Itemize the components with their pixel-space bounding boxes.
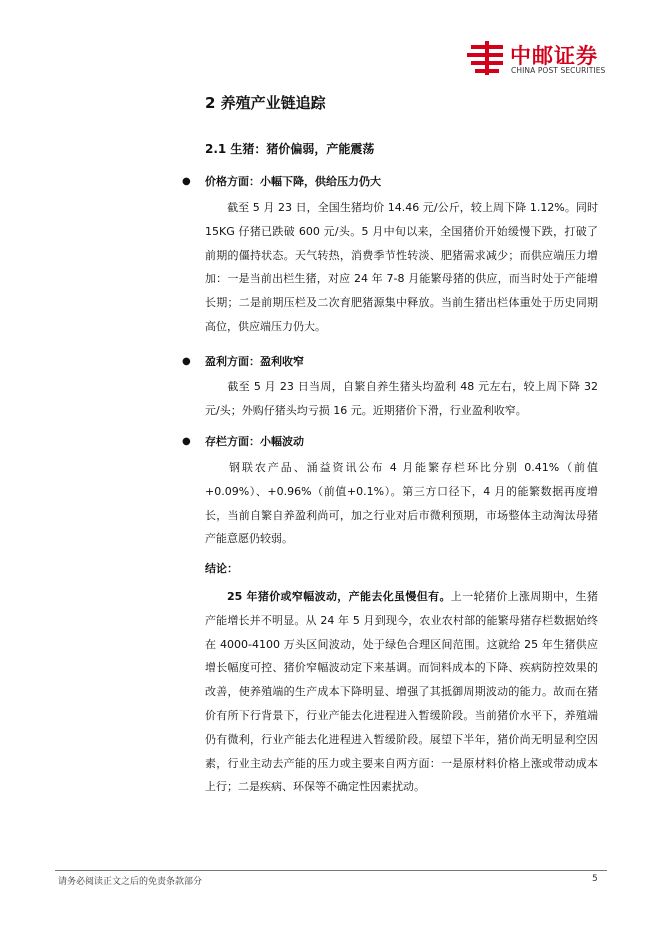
paragraph-text: 截至 5 月 23 日当周，自繁自养生猪头均盈利 48 元左右，较上周下降 32 元/头；外购仔猪头均亏损 16 元。近期猪价下滑，行业盈利收窄。 [205, 380, 598, 417]
subsection-title: 2.1 生猪：猪价偏弱，产能震荡 [205, 142, 375, 156]
china-post-logo-icon [467, 41, 507, 75]
paragraph-inventory [205, 456, 598, 551]
conclusion-label: 结论： [205, 562, 238, 575]
bullet-dot-icon: ● [182, 176, 191, 187]
bullet-title: 盈利方面：盈利收窄 [205, 355, 304, 368]
bullet-title: 价格方面：小幅下降，供给压力仍大 [205, 175, 381, 188]
conclusion-lead: 25 年猪价或窄幅波动，产能去化虽慢但有。 [227, 590, 451, 603]
bullet-dot-icon: ● [182, 356, 191, 367]
paragraph-conclusion [205, 585, 598, 799]
section-title: 2 养殖产业链追踪 [205, 94, 326, 112]
footer-divider [55, 870, 607, 871]
bullet-dot-icon: ● [182, 436, 191, 447]
logo-english-name: CHINA POST SECURITIES [511, 66, 606, 75]
page-number: 5 [592, 874, 598, 884]
bullet-title: 存栏方面：小幅波动 [205, 435, 304, 448]
conclusion-text: 上一轮猪价上涨周期中，生猪产能增长并不明显。从 24 年 5 月到现今，农业农村部的能繁母猪存栏数据始终在 4000-4100 万头区间波动，处于绿色合理区间范围。这就给 25 年生猪供应增长幅度可控、猪价窄幅波动定下来基调。而饲料成本的下降、疾病防控效果的改善，使养殖端的生产成本下降明显、增强了其抵御周期波动的能力。故而在猪价有所下行背景下，行业产能去化进程进入暂缓阶段。当前猪价水平下，养殖端仍有微利，行业产能去化进程进入暂缓阶段。展望下半年，猪价尚无明显利空因素，行业主动去产能的压力或主要来自两方面：一是原材料价格上涨或带动成本上行；二是疾病、环保等不确定性因素扰动。 [205, 590, 598, 794]
logo-chinese-name: 中邮证券 [510, 44, 598, 68]
paragraph-text: 钢联农产品、涌益资讯公布 4 月能繁存栏环比分别 0.41%（前值+0.09%）、+0.96%（前值+0.1%）。第三方口径下，4 月的能繁数据再度增长，当前自繁自养盈利尚可，加之行业对后市微利预期，市场整体主动淘汰母猪产能意愿仍较弱。 [205, 461, 598, 546]
company-logo [467, 38, 617, 78]
paragraph-price [205, 196, 598, 339]
footer-disclaimer: 请务必阅读正文之后的免责条款部分 [58, 877, 203, 887]
paragraph-profit [205, 375, 598, 423]
paragraph-text: 截至 5 月 23 日，全国生猪均价 14.46 元/公斤，较上周下降 1.12%。同时 15KG 仔猪已跌破 600 元/头。5 月中旬以来，全国猪价开始缓慢下跌，打破了前期的僵持状态。天气转热，消费季节性转淡、肥猪需求减少；而供应端压力增加：一是当前出栏生猪，对应 24 年 7-8 月能繁母猪的供应，而当时处于产能增长期；二是前期压栏及二次育肥猪源集中释放。当前生猪出栏体重处于历史同期高位，供应端压力仍大。 [205, 201, 598, 333]
